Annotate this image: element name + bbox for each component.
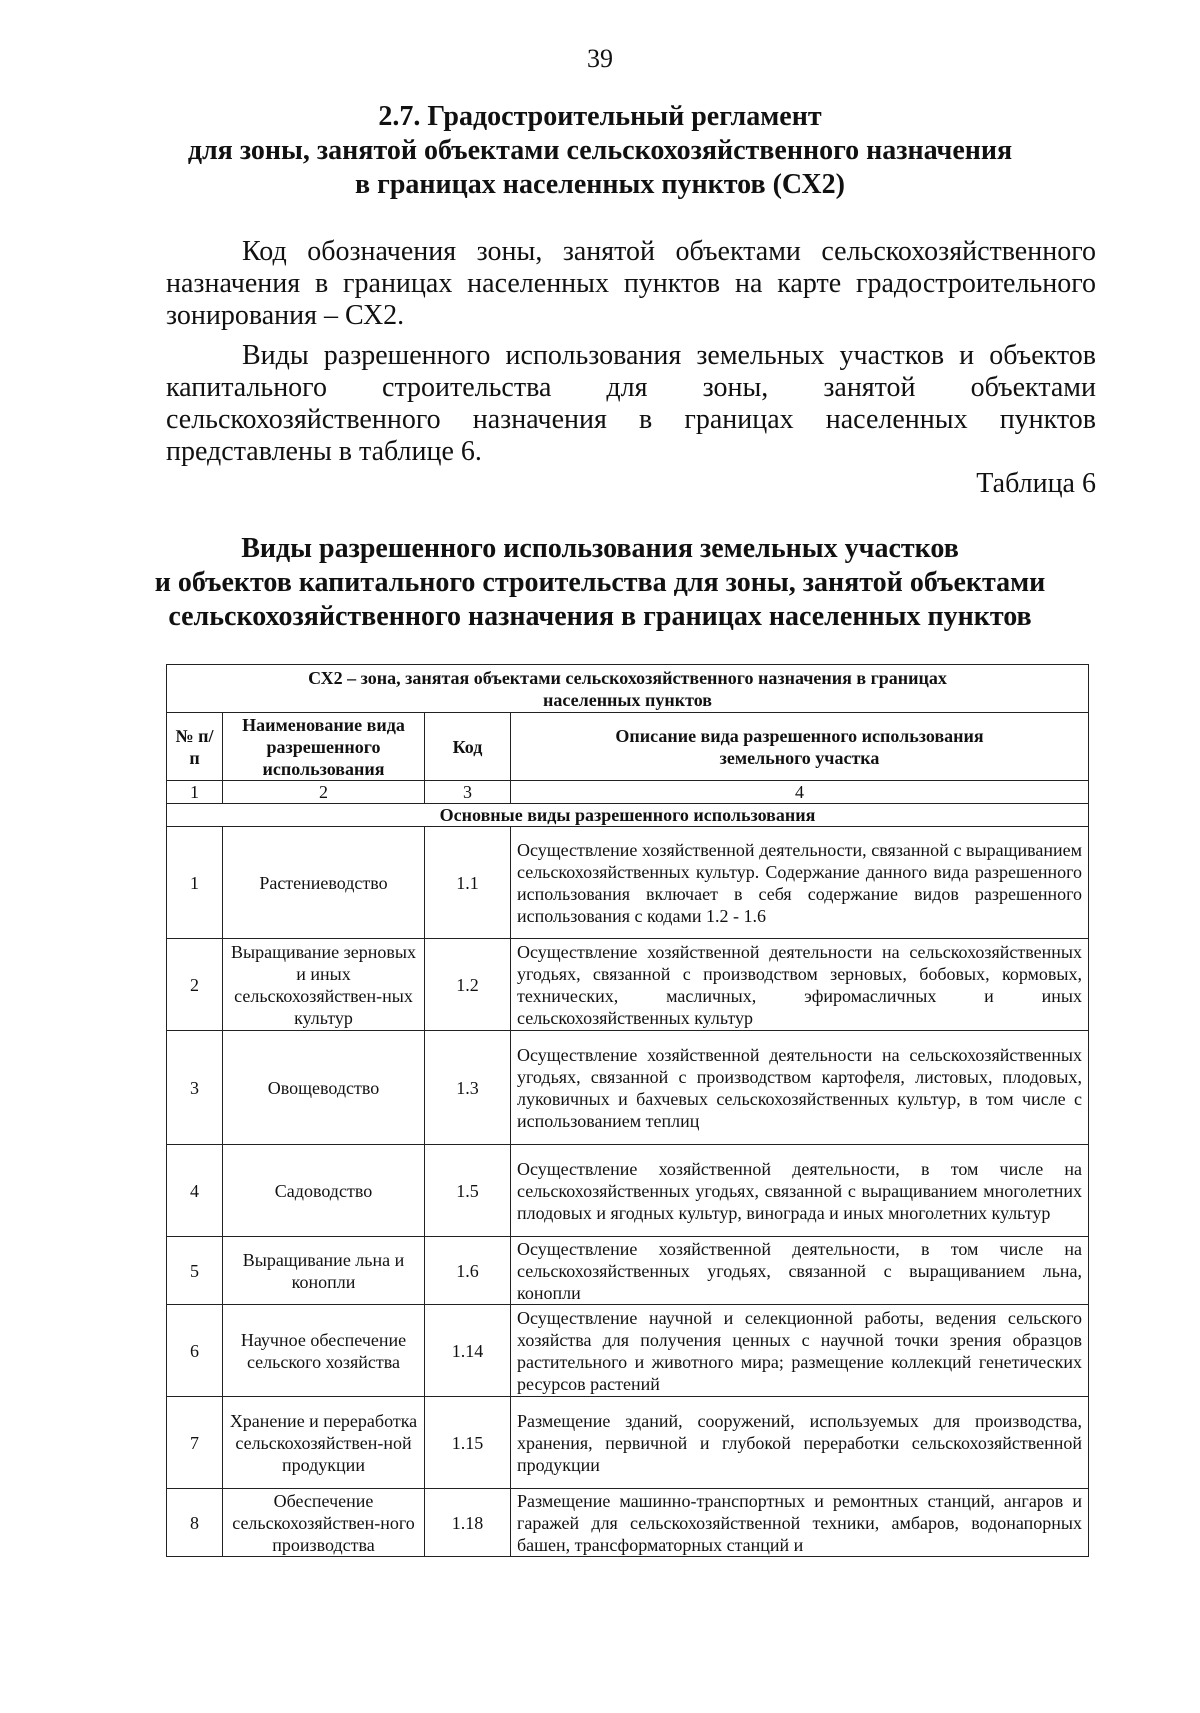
row-code: 1.6 xyxy=(425,1237,511,1305)
row-num: 4 xyxy=(167,1145,223,1237)
row-desc: Осуществление научной и селекционной работы, ведения сельского хозяйства для получения ценных с научной точки зрения образцов растительного и животного мира; размещение коллекций генетических ресурсов растений xyxy=(511,1305,1089,1397)
table-title-line-1: Виды разрешенного использования земельных участков xyxy=(241,533,959,564)
table-title-line-3: сельскохозяйственного назначения в границах населенных пунктов xyxy=(168,601,1032,632)
paragraph-1-line-2: назначения в границах населенных пунктов на карте градостроительного xyxy=(166,268,1096,299)
col-header-code: Код xyxy=(425,713,511,781)
table-row xyxy=(167,1031,1089,1145)
paragraph-zone-code xyxy=(166,236,1096,332)
table-caption: Таблица 6 xyxy=(976,468,1096,499)
row-name: Выращивание зерновых и иных сельскохозяйствен-ных культур xyxy=(223,939,425,1031)
paragraph-2-line-3: сельскохозяйственного назначения в границах населенных пунктов xyxy=(166,404,1096,435)
heading-line-2: для зоны, занятой объектами сельскохозяйственного назначения xyxy=(187,135,1013,166)
row-code: 1.14 xyxy=(425,1305,511,1397)
page-number: 39 xyxy=(587,44,613,73)
table-row xyxy=(167,827,1089,939)
col-header-num: № п/п xyxy=(167,713,223,781)
col-index-2: 2 xyxy=(223,781,425,804)
table-row xyxy=(167,1489,1089,1557)
row-num: 7 xyxy=(167,1397,223,1489)
section-heading xyxy=(120,100,1080,202)
col-header-name: Наименование вида разрешенного использования xyxy=(223,713,425,781)
zone-header: СХ2 – зона, занятая объектами сельскохозяйственного назначения в границах населенных пунктов xyxy=(167,665,1089,713)
row-num: 8 xyxy=(167,1489,223,1557)
table-row xyxy=(167,1397,1089,1489)
row-name: Обеспечение сельскохозяйствен-ного производства xyxy=(223,1489,425,1557)
row-name: Садоводство xyxy=(223,1145,425,1237)
row-desc: Осуществление хозяйственной деятельности на сельскохозяйственных угодьях, связанной с производством зерновых, бобовых, кормовых, технических, масличных, эфиромасличных и иных сельскохозяйственных культур xyxy=(511,939,1089,1031)
col-header-desc: Описание вида разрешенного использования земельного участка xyxy=(511,713,1089,781)
row-num: 3 xyxy=(167,1031,223,1145)
table-row xyxy=(167,1145,1089,1237)
row-desc: Осуществление хозяйственной деятельности, связанной с выращиванием сельскохозяйственных культур. Содержание данного вида разрешенного использования включает в себя содержание видов разрешенного использования с кодами 1.2 - 1.6 xyxy=(511,827,1089,939)
section-label: Основные виды разрешенного использования xyxy=(167,804,1089,827)
table-row xyxy=(167,1237,1089,1305)
paragraph-permitted-uses xyxy=(166,340,1096,468)
row-desc: Осуществление хозяйственной деятельности, в том числе на сельскохозяйственных угодьях, связанной с выращиванием многолетних плодовых и ягодных культур, винограда и иных многолетних культур xyxy=(511,1145,1089,1237)
row-num: 5 xyxy=(167,1237,223,1305)
paragraph-1-line-3: зонирования – СХ2. xyxy=(166,300,405,331)
row-num: 1 xyxy=(167,827,223,939)
row-desc: Осуществление хозяйственной деятельности на сельскохозяйственных угодьях, связанной с производством картофеля, листовых, плодовых, луковичных и бахчевых сельскохозяйственных культур, в том числе с использованием теплиц xyxy=(511,1031,1089,1145)
row-name: Овощеводство xyxy=(223,1031,425,1145)
table-row xyxy=(167,939,1089,1031)
table-row xyxy=(167,1305,1089,1397)
row-desc: Размещение машинно-транспортных и ремонтных станций, ангаров и гаражей для сельскохозяйственной техники, амбаров, водонапорных башен, трансформаторных станций и xyxy=(511,1489,1089,1557)
row-code: 1.5 xyxy=(425,1145,511,1237)
table-title xyxy=(120,532,1080,634)
paragraph-2-line-1: Виды разрешенного использования земельных участков и объектов xyxy=(242,340,1096,371)
col-index-3: 3 xyxy=(425,781,511,804)
row-name: Научное обеспечение сельского хозяйства xyxy=(223,1305,425,1397)
paragraph-2-line-2: капитального строительства для зоны, занятой объектами xyxy=(166,372,1096,403)
row-desc: Осуществление хозяйственной деятельности, в том числе на сельскохозяйственных угодьях, связанной с выращиванием льна, конопли xyxy=(511,1237,1089,1305)
row-num: 2 xyxy=(167,939,223,1031)
row-code: 1.18 xyxy=(425,1489,511,1557)
heading-line-3: в границах населенных пунктов (СХ2) xyxy=(355,169,845,200)
row-name: Выращивание льна и конопли xyxy=(223,1237,425,1305)
row-name: Хранение и переработка сельскохозяйствен-ной продукции xyxy=(223,1397,425,1489)
row-code: 1.3 xyxy=(425,1031,511,1145)
row-code: 1.2 xyxy=(425,939,511,1031)
row-code: 1.1 xyxy=(425,827,511,939)
col-index-4: 4 xyxy=(511,781,1089,804)
table-title-line-2: и объектов капитального строительства для зоны, занятой объектами xyxy=(154,567,1046,598)
row-name: Растениеводство xyxy=(223,827,425,939)
permitted-uses-table xyxy=(166,664,1089,1557)
row-desc: Размещение зданий, сооружений, используемых для производства, хранения, первичной и глубокой переработки сельскохозяйственной продукции xyxy=(511,1397,1089,1489)
row-num: 6 xyxy=(167,1305,223,1397)
row-code: 1.15 xyxy=(425,1397,511,1489)
paragraph-1-line-1: Код обозначения зоны, занятой объектами сельскохозяйственного xyxy=(242,236,1096,267)
heading-line-1: 2.7. Градостроительный регламент xyxy=(378,101,822,132)
paragraph-2-line-4: представлены в таблице 6. xyxy=(166,436,482,467)
col-index-1: 1 xyxy=(167,781,223,804)
